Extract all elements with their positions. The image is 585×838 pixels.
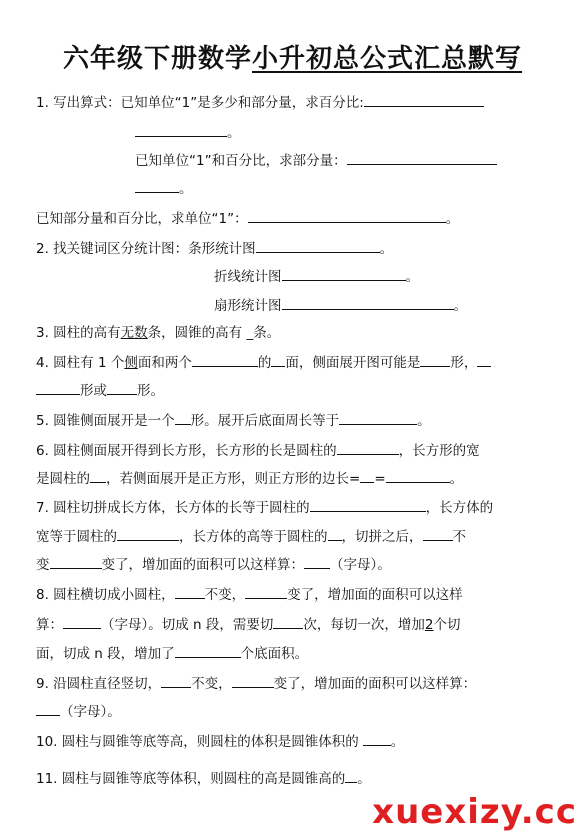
q8-line2: [36, 614, 460, 635]
q8-text: 8. 圆柱横切成小圆柱，: [36, 587, 175, 603]
blank[interactable]: [192, 352, 258, 367]
period: 。: [445, 211, 460, 227]
period: 。: [227, 125, 241, 141]
blank[interactable]: [304, 554, 330, 569]
q10-text: 10. 圆柱与圆锥等底等高，则圆柱的体积是圆锥体积的: [36, 734, 359, 750]
page-title: [0, 38, 585, 75]
q7-text: （字母）。: [330, 557, 391, 573]
q9-text: 不变，: [191, 676, 232, 692]
blank[interactable]: [328, 526, 342, 541]
q4-text: 4. 圆柱有 1 个: [36, 355, 125, 371]
q4-text: 面和两个: [137, 355, 192, 371]
q7-text: 变: [36, 557, 50, 573]
blank[interactable]: [271, 352, 285, 367]
q9-line2: [36, 701, 121, 722]
q1-line3: [135, 150, 497, 171]
q1-line1: [36, 92, 484, 113]
q4-text: 形。: [137, 383, 164, 399]
q4-text: 面，侧面展开图可能是: [285, 355, 421, 371]
blank[interactable]: [337, 440, 399, 455]
q2-line3: [214, 295, 467, 316]
blank[interactable]: [50, 554, 102, 569]
q7-text: 宽等于圆柱的: [36, 529, 117, 545]
q6-text: 是圆柱的: [36, 471, 90, 487]
blank[interactable]: [161, 673, 191, 688]
q4-line1: [36, 352, 491, 373]
q4-text: 形，: [450, 355, 478, 371]
blank[interactable]: [232, 673, 274, 688]
q1-text: 已知单位“1”和百分比，求部分量：: [135, 153, 347, 169]
q7-line3: [36, 554, 391, 575]
q7-line2: [36, 526, 466, 547]
q7-line1: [36, 497, 493, 518]
blank[interactable]: [282, 266, 406, 281]
blank[interactable]: [248, 208, 446, 223]
blank[interactable]: [363, 731, 391, 746]
q11-line: [36, 768, 371, 789]
q8-text: （字母）。切成 n 段，需要切: [101, 617, 274, 633]
q3-underlined: 无数: [120, 325, 148, 341]
title-part2: 小升初总公式汇总默写: [252, 44, 523, 74]
blank[interactable]: [386, 468, 450, 483]
blank[interactable]: [175, 643, 241, 658]
q3-text: 条，圆锥的高有 _条。: [147, 325, 281, 341]
blank[interactable]: [347, 150, 497, 165]
q5-text: 5. 圆锥侧面展开是一个: [36, 413, 175, 429]
q1-line2: [135, 122, 241, 143]
q5-line: [36, 410, 431, 431]
q5-text: 形。展开后底面周长等于: [190, 413, 340, 429]
q8-text: 个切: [433, 617, 461, 633]
blank[interactable]: [175, 584, 205, 599]
blank[interactable]: [90, 468, 106, 483]
blank[interactable]: [477, 352, 491, 367]
q8-text: 变了，增加面的面积可以这样: [287, 587, 463, 603]
period: 。: [449, 471, 464, 487]
q11-text: 11. 圆柱与圆锥等底等体积，则圆柱的高是圆锥高的: [36, 771, 346, 787]
blank[interactable]: [360, 468, 374, 483]
q3-text: 3. 圆柱的高有: [36, 325, 121, 341]
q6-text: ，长方形的宽: [398, 443, 480, 459]
q8-text: 个底面积。: [240, 646, 309, 662]
q6-text: ，若侧面展开是正方形，则正方形的边长=: [106, 471, 361, 487]
period: 。: [357, 771, 371, 787]
watermark: xuexizy.cc: [372, 792, 577, 832]
q2-text: 折线统计图: [214, 269, 282, 285]
q9-text: 9. 沿圆柱直径竖切，: [36, 676, 162, 692]
q8-text: 面，切成 n 段，增加了: [36, 646, 175, 662]
q1-text: 1. 写出算式：已知单位“1”是多少和部分量，求百分比:: [36, 95, 364, 111]
blank[interactable]: [310, 497, 426, 512]
blank[interactable]: [107, 380, 137, 395]
period: 。: [405, 269, 419, 285]
q2-line2: [214, 266, 419, 287]
blank[interactable]: [135, 122, 227, 137]
q4-line2: [36, 380, 164, 401]
blank[interactable]: [339, 410, 417, 425]
q8-line1: [36, 584, 463, 605]
q8-underlined: 2: [424, 617, 434, 633]
q8-text: 算：: [36, 617, 63, 633]
q8-text: 次，每切一次，增加: [303, 617, 425, 633]
blank[interactable]: [256, 238, 380, 253]
blank[interactable]: [36, 701, 60, 716]
period: 。: [390, 734, 405, 750]
q4-underlined: 侧: [124, 355, 138, 371]
q2-text: 2. 找关键词区分统计图：条形统计图: [36, 241, 256, 257]
blank[interactable]: [135, 178, 179, 193]
blank[interactable]: [245, 584, 287, 599]
blank[interactable]: [63, 614, 101, 629]
blank[interactable]: [282, 295, 454, 310]
q9-text: （字母）。: [60, 704, 121, 720]
blank[interactable]: [175, 410, 191, 425]
blank[interactable]: [117, 526, 179, 541]
q7-text: 不: [452, 529, 466, 545]
blank[interactable]: [273, 614, 303, 629]
q7-text: 7. 圆柱切拼成长方体，长方体的长等于圆柱的: [36, 500, 310, 516]
q3-line: [36, 323, 280, 343]
q7-text: ，长方体的: [425, 500, 494, 516]
q7-text: ，切拼之后，: [341, 529, 423, 545]
q7-text: ，长方体的高等于圆柱的: [179, 529, 328, 545]
blank[interactable]: [36, 380, 80, 395]
q8-text: 不变，: [204, 587, 246, 603]
period: 。: [417, 413, 431, 429]
q6-line2: [36, 468, 463, 489]
q1-line4: [135, 178, 193, 199]
q2-line1: [36, 238, 393, 259]
q6-text: =: [374, 471, 386, 487]
q7-text: 变了，增加面的面积可以这样算：: [101, 557, 304, 573]
period: 。: [179, 181, 193, 197]
q4-text: 的: [257, 355, 272, 371]
q10-line: [36, 731, 404, 752]
blank[interactable]: [345, 768, 357, 783]
blank[interactable]: [420, 352, 450, 367]
period: 。: [453, 298, 467, 314]
q9-line1: [36, 673, 476, 694]
q2-text: 扇形统计图: [214, 298, 282, 314]
q1-text: 已知部分量和百分比，求单位“1”：: [36, 211, 248, 227]
q8-line3: [36, 643, 308, 664]
q4-text: 形或: [80, 383, 107, 399]
period: 。: [379, 241, 394, 257]
q6-text: 6. 圆柱侧面展开得到长方形，长方形的长是圆柱的: [36, 443, 337, 459]
q1-line5: [36, 208, 459, 229]
q9-text: 变了，增加面的面积可以这样算：: [273, 676, 477, 692]
blank[interactable]: [423, 526, 453, 541]
q6-line1: [36, 440, 480, 461]
blank[interactable]: [364, 92, 484, 107]
title-part1: 六年级下册数学: [62, 44, 252, 74]
